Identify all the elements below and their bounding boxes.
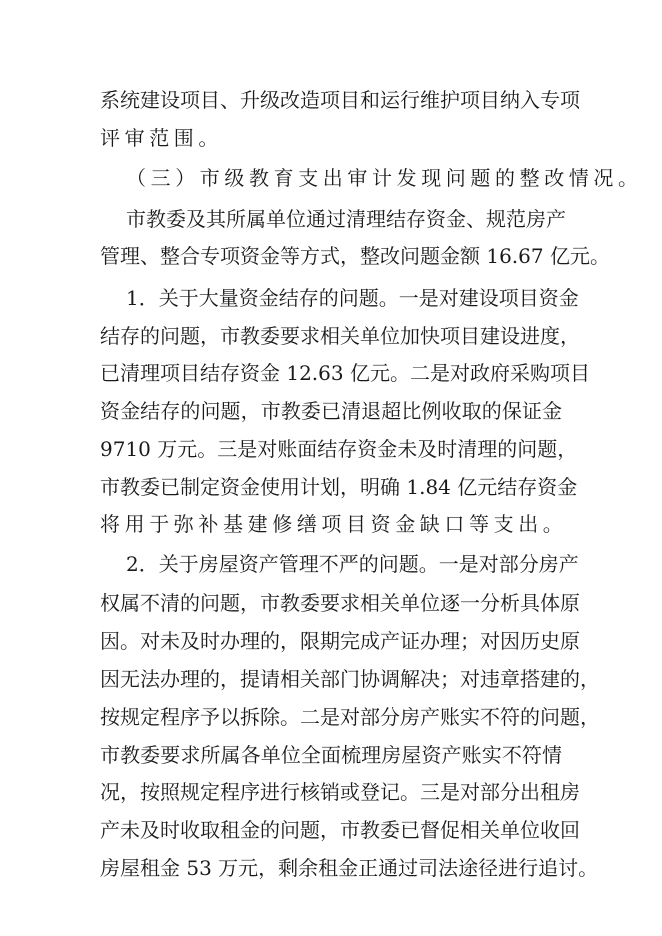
text-line: 市教委及其所属单位通过清理结存资金、规范房产	[126, 207, 566, 231]
text-line: 产未及时收取租金的问题，市教委已督促相关单位收回	[100, 818, 580, 842]
section-heading: （三）市级教育支出审计发现问题的整改情况。	[126, 166, 643, 190]
text-line: 市教委要求所属各单位全面梳理房屋资产账实不符情	[100, 743, 562, 767]
text-line: 权属不清的问题，市教委要求相关单位逐一分析具体原	[100, 591, 580, 615]
text-line: 系统建设项目、升级改造项目和运行维护项目纳入专项	[100, 88, 580, 112]
text-line: 按规定程序予以拆除。二是对部分房产账实不符的问题，	[100, 705, 600, 729]
subheading-line: 1．关于大量资金结存的问题。一是对建设项目资金	[126, 286, 579, 310]
text-line: 因。对未及时办理的，限期完成产证办理；对因历史原	[100, 629, 580, 653]
text-line: 结存的问题，市教委要求相关单位加快项目建设进度，	[100, 324, 580, 348]
text-line: 房屋租金 53 万元，剩余租金正通过司法途径进行追讨。	[100, 856, 599, 880]
text-line: 管理、整合专项资金等方式，整改问题金额 16.67 亿元。	[100, 244, 610, 268]
subheading-line: 2．关于房屋资产管理不严的问题。一是对部分房产	[126, 552, 579, 576]
text-line: 已清理项目结存资金 12.63 亿元。二是对政府采购项目	[100, 361, 590, 385]
text-line: 况，按照规定程序进行核销或登记。三是对部分出租房	[100, 780, 580, 804]
text-line: 9710 万元。三是对账面结存资金未及时清理的问题，	[100, 437, 578, 461]
text-line: 资金结存的问题，市教委已清退超比例收取的保证金	[100, 399, 562, 423]
text-line: 评审范围。	[100, 126, 223, 150]
text-line: 市教委已制定资金使用计划，明确 1.84 亿元结存资金	[100, 475, 578, 499]
text-line: 将用于弥补基建修缮项目资金缺口等支出。	[100, 512, 568, 536]
text-line: 因无法办理的，提请相关部门协调解决；对违章搭建的，	[100, 667, 600, 691]
